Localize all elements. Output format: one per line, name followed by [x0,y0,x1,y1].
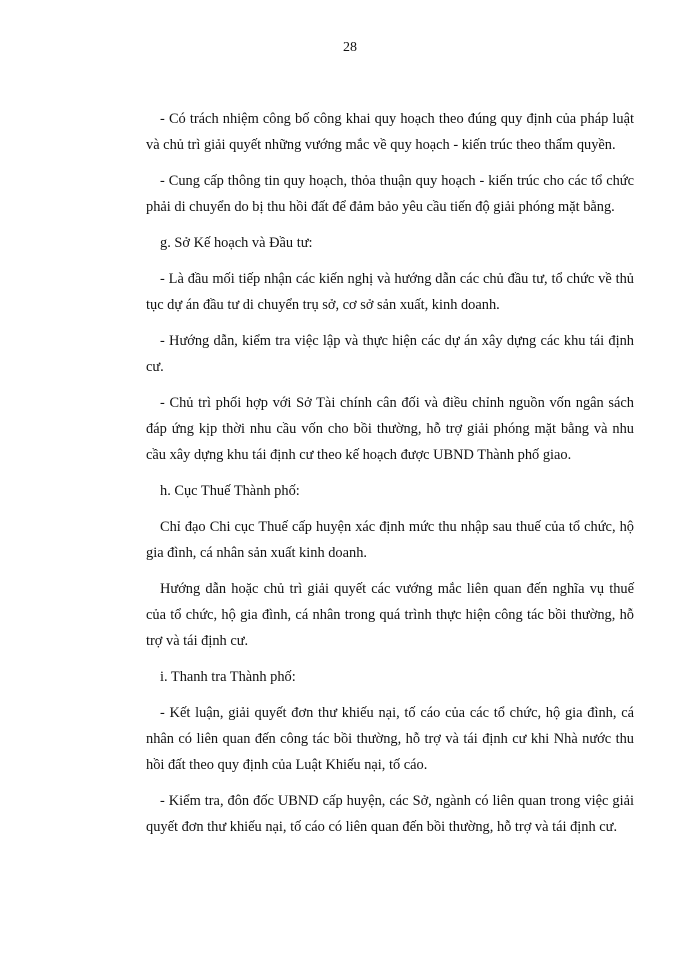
section-heading-h: h. Cục Thuế Thành phố: [160,483,300,499]
paragraph-bullet: - Chủ trì phối hợp với Sở Tài chính cân đối và điều chỉnh nguồn vốn ngân sách đáp ứng kịp thời nhu cầu vốn cho bồi thường, hỗ trợ giải phóng mặt bằng và nhu cầu xây dựng khu tái định cư theo kế hoạch được UBND Thành phố giao. [146,395,634,463]
document-body [146,106,634,850]
paragraph-bullet: - Cung cấp thông tin quy hoạch, thỏa thuận quy hoạch - kiến trúc cho các tổ chức phải di chuyển do bị thu hồi đất để đảm bảo yêu cầu tiến độ giải phóng mặt bằng. [146,173,634,215]
paragraph-text: Hướng dẫn hoặc chủ trì giải quyết các vướng mắc liên quan đến nghĩa vụ thuế của tổ chức, hộ gia đình, cá nhân trong quá trình thực hiện công tác bồi thường, hỗ trợ và tái định cư. [146,581,634,649]
paragraph-bullet: - Là đầu mối tiếp nhận các kiến nghị và hướng dẫn các chủ đầu tư, tổ chức về thủ tục dự án đầu tư di chuyển trụ sở, cơ sở sản xuất, kinh doanh. [146,271,634,313]
section-heading-i: i. Thanh tra Thành phố: [160,669,296,685]
paragraph-bullet: - Kiểm tra, đôn đốc UBND cấp huyện, các Sở, ngành có liên quan trong việc giải quyết đơn thư khiếu nại, tố cáo có liên quan đến bồi thường, hỗ trợ và tái định cư. [146,793,634,835]
paragraph-bullet: - Kết luận, giải quyết đơn thư khiếu nại, tố cáo của các tổ chức, hộ gia đình, cá nhân có liên quan đến công tác bồi thường, hỗ trợ và tái định cư khi Nhà nước thu hồi đất theo quy định của Luật Khiếu nại, tố cáo. [146,705,634,773]
paragraph-text: Chỉ đạo Chi cục Thuế cấp huyện xác định mức thu nhập sau thuế của tổ chức, hộ gia đình, cá nhân sản xuất kinh doanh. [146,519,634,561]
paragraph-bullet: - Có trách nhiệm công bố công khai quy hoạch theo đúng quy định của pháp luật và chủ trì giải quyết những vướng mắc về quy hoạch - kiến trúc theo thẩm quyền. [146,111,634,153]
page-number: 28 [343,40,357,55]
section-heading-g: g. Sở Kế hoạch và Đầu tư: [160,235,313,251]
paragraph-bullet: - Hướng dẫn, kiểm tra việc lập và thực hiện các dự án xây dựng các khu tái định cư. [146,333,634,375]
